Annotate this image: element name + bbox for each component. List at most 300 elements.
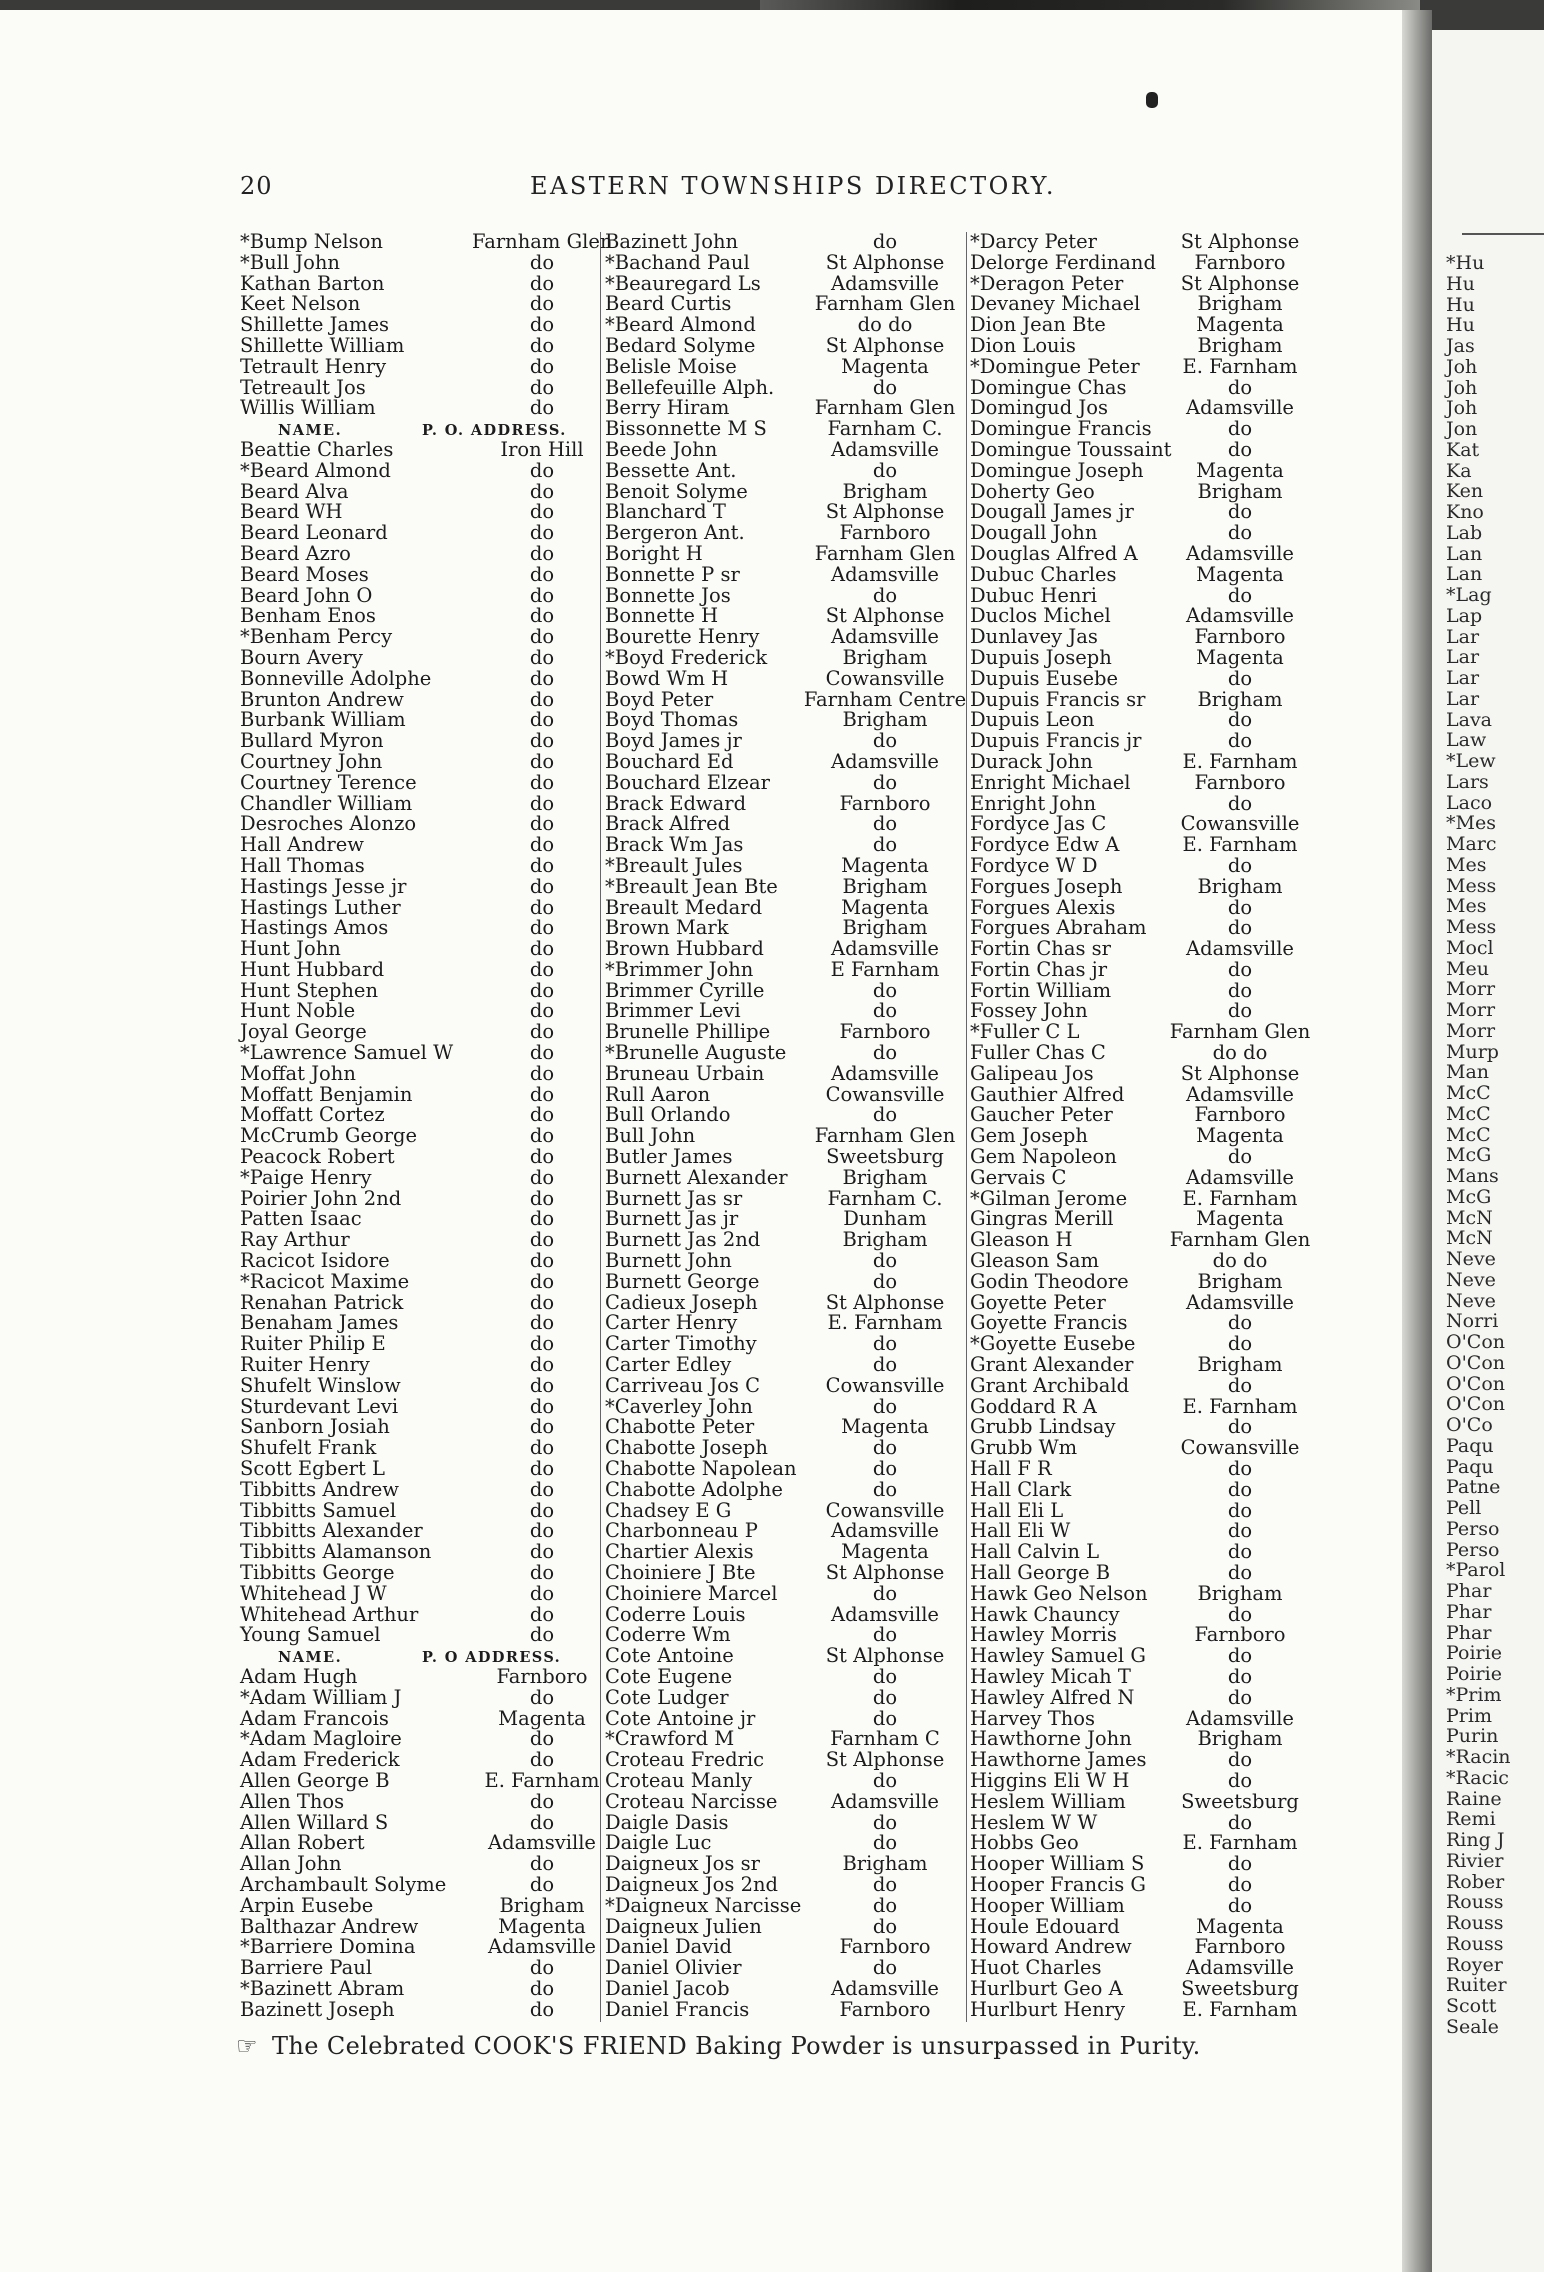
next-page-fragment: McG — [1446, 1185, 1492, 1208]
entry-address: do — [872, 999, 898, 1023]
entry-name: Domingue Toussaint — [970, 437, 1172, 461]
next-page-fragment: Paqu — [1446, 1455, 1494, 1478]
directory-entry — [970, 687, 1335, 711]
directory-entry — [240, 333, 612, 357]
directory-entry — [970, 1542, 1335, 1563]
next-page-fragment: Ka — [1446, 459, 1472, 482]
entry-name: *Adam Magloire — [240, 1727, 402, 1751]
entry-name: Fordyce W D — [970, 853, 1098, 877]
entry-address: do — [1227, 791, 1253, 815]
directory-entry — [605, 1313, 965, 1334]
next-page-fragment: Kat — [1446, 438, 1480, 461]
entry-address: do — [529, 521, 555, 545]
next-page-fragment: Jas — [1446, 335, 1475, 357]
directory-entry — [970, 939, 1335, 960]
entry-address: Brigham — [842, 1228, 928, 1252]
directory-entry — [970, 1810, 1335, 1834]
directory-entry — [605, 1082, 965, 1106]
entry-name: Shufelt Frank — [240, 1436, 377, 1460]
entry-name: *Racicot Maxime — [240, 1269, 410, 1293]
entry-address: Brigham — [842, 708, 928, 732]
entry-address: Dunham — [843, 1207, 927, 1231]
entry-address: do — [529, 1872, 555, 1896]
directory-entry — [605, 250, 965, 274]
directory-entry — [240, 1602, 612, 1626]
entry-address: Farnboro — [1194, 1935, 1286, 1959]
directory-entry — [605, 523, 965, 544]
entry-name: Breault Medard — [605, 895, 763, 919]
next-page-fragment: Hu — [1446, 314, 1475, 337]
directory-entry — [970, 354, 1335, 378]
entry-address: do — [529, 833, 555, 857]
directory-entry — [970, 1082, 1335, 1106]
directory-entry — [970, 1914, 1335, 1938]
entry-name: Bazinett John — [605, 230, 739, 253]
directory-entry — [240, 1521, 612, 1542]
next-page-fragment: *Lag — [1446, 584, 1492, 606]
directory-entry — [605, 271, 965, 295]
entry-address: do — [529, 791, 555, 815]
directory-entry — [605, 294, 965, 315]
entry-address: Farnham Glen — [1169, 1020, 1311, 1044]
entry-name: *Gilman Jerome — [970, 1186, 1128, 1210]
next-page-fragment: Royer — [1446, 1953, 1503, 1976]
directory-entry — [605, 1373, 965, 1397]
entry-name: Forgues Joseph — [970, 874, 1123, 898]
entry-address: do — [872, 1436, 898, 1460]
directory-entry — [970, 1854, 1335, 1875]
directory-entry — [970, 419, 1335, 440]
directory-entry — [240, 749, 612, 773]
directory-entry — [240, 1872, 612, 1896]
entry-name: Boyd Peter — [605, 687, 714, 711]
address-header: P. O. ADDRESS. — [422, 422, 567, 440]
directory-entry — [970, 1290, 1335, 1314]
directory-entry — [970, 1893, 1335, 1917]
directory-entry — [970, 541, 1335, 565]
entry-name: Hooper Francis G — [970, 1872, 1147, 1896]
entry-address: St Alphonse — [825, 1748, 945, 1772]
entry-name: Hobbs Geo — [970, 1831, 1079, 1855]
entry-address: Magenta — [841, 853, 929, 877]
next-page-fragment: Ken — [1446, 480, 1484, 503]
directory-entry — [605, 437, 965, 461]
directory-entry — [240, 437, 612, 461]
entry-name: Rull Aaron — [605, 1082, 711, 1106]
entry-name: Beattie Charles — [240, 437, 394, 461]
entry-address: do — [1227, 1644, 1253, 1668]
entry-address: Magenta — [498, 1706, 586, 1730]
directory-column-3 — [970, 232, 1335, 2021]
directory-entry — [970, 749, 1335, 773]
entry-name: Carriveau Jos C — [605, 1373, 761, 1397]
directory-entry — [605, 1625, 965, 1646]
entry-name: Choiniere J Bte — [605, 1561, 756, 1584]
entry-address: E. Farnham — [1182, 833, 1298, 857]
entry-address: Farnham C. — [827, 417, 943, 441]
entry-address: do — [529, 645, 555, 669]
directory-entry — [605, 1251, 965, 1272]
directory-entry — [970, 458, 1335, 482]
entry-name: Chandler William — [240, 791, 413, 815]
entry-name: Hastings Jesse jr — [240, 874, 407, 898]
entry-address: do — [529, 541, 555, 565]
directory-entry — [970, 437, 1335, 461]
next-page-fragment: Poirie — [1446, 1663, 1502, 1685]
next-page-fragment: *Racic — [1446, 1766, 1509, 1789]
entry-address: do — [1227, 500, 1253, 524]
entry-address: Farnboro — [1194, 625, 1286, 649]
directory-entry — [970, 1646, 1335, 1667]
entry-address: Brigham — [842, 916, 928, 940]
entry-name: Croteau Narcisse — [605, 1789, 778, 1813]
entry-address: E. Farnham — [484, 1768, 600, 1792]
entry-address: Brigham — [499, 1893, 585, 1917]
directory-entry — [240, 1334, 612, 1355]
next-page-fragment: Perso — [1446, 1538, 1500, 1561]
entry-address: Brigham — [1197, 1353, 1283, 1377]
entry-name: Allan Robert — [240, 1831, 365, 1855]
entry-name: Adam Francois — [240, 1706, 389, 1730]
directory-entry — [605, 398, 965, 419]
directory-entry — [970, 1334, 1335, 1355]
entry-address: do — [872, 1872, 898, 1896]
entry-address: do — [529, 604, 555, 628]
entry-name: Desroches Alonzo — [240, 812, 417, 836]
directory-entry — [240, 1893, 612, 1917]
directory-entry — [970, 1355, 1335, 1376]
entry-address: do — [1227, 1748, 1253, 1772]
entry-address: Brigham — [842, 874, 928, 898]
entry-name: Sanborn Josiah — [240, 1415, 390, 1439]
directory-entry — [240, 315, 612, 336]
directory-entry — [605, 627, 965, 648]
next-page-fragment: Seale — [1446, 2015, 1499, 2038]
directory-entry — [970, 1833, 1335, 1854]
directory-entry — [240, 1043, 612, 1064]
directory-entry — [605, 814, 965, 835]
entry-name: *Beard Almond — [240, 458, 391, 482]
directory-entry — [240, 1789, 612, 1813]
entry-address: do — [529, 1602, 555, 1626]
directory-entry — [605, 1789, 965, 1813]
entry-address: do — [872, 1956, 898, 1980]
entry-name: Bazinett Joseph — [240, 1997, 395, 2021]
entry-name: McCrumb George — [240, 1124, 418, 1148]
directory-entry — [240, 1186, 612, 1210]
entry-address: do — [529, 313, 555, 337]
directory-entry — [240, 791, 612, 815]
directory-entry — [970, 645, 1335, 669]
entry-address: Adamsville — [831, 749, 939, 773]
directory-entry — [970, 1186, 1335, 1210]
entry-name: Croteau Manly — [605, 1768, 753, 1792]
advertisement-text: The Celebrated COOK'S FRIEND Baking Powder is unsurpassed in Purity. — [271, 2032, 1201, 2060]
running-head: EASTERN TOWNSHIPS DIRECTORY. — [530, 172, 1057, 200]
entry-name: Tibbitts Samuel — [240, 1498, 397, 1522]
directory-entry — [240, 1542, 612, 1563]
entry-address: do — [872, 1893, 898, 1917]
entry-address: Adamsville — [1186, 1165, 1294, 1189]
entry-address: do — [529, 1290, 555, 1314]
entry-name: Hall F R — [970, 1457, 1052, 1481]
next-page-fragment: Hu — [1446, 272, 1475, 295]
directory-entry — [970, 1001, 1335, 1022]
entry-address: do — [529, 1457, 555, 1481]
directory-entry — [240, 398, 612, 419]
entry-address: do — [529, 1852, 555, 1876]
entry-address: do — [1227, 1664, 1253, 1688]
entry-address: do — [529, 937, 555, 961]
entry-address: do — [529, 1789, 555, 1813]
entry-name: Bourette Henry — [605, 625, 760, 649]
entry-address: E. Farnham — [1182, 749, 1298, 773]
directory-entry — [970, 250, 1335, 274]
directory-entry — [605, 1664, 965, 1688]
entry-address: Brigham — [842, 1852, 928, 1876]
entry-name: *Breault Jules — [605, 853, 743, 877]
next-page-fragment: Scott — [1446, 1995, 1497, 2017]
entry-address: Adamsville — [831, 1602, 939, 1626]
entry-name: Brack Wm Jas — [605, 833, 744, 857]
entry-name: Dougall James jr — [970, 500, 1134, 524]
entry-name: Domingue Francis — [970, 417, 1152, 441]
entry-name: Daniel Francis — [605, 1997, 750, 2021]
directory-entry — [970, 731, 1335, 752]
entry-address: do — [1227, 1457, 1253, 1481]
entry-address: Adamsville — [831, 1061, 939, 1085]
entry-name: Gleason Sam — [970, 1249, 1099, 1273]
directory-entry — [970, 1477, 1335, 1501]
directory-entry — [240, 354, 612, 378]
next-page-fragment: O'Con — [1446, 1393, 1506, 1416]
entry-name: Cote Antoine — [605, 1644, 734, 1668]
entry-name: Dupuis Joseph — [970, 645, 1112, 669]
entry-address: do — [529, 1748, 555, 1772]
next-page-fragment: O'Con — [1446, 1351, 1506, 1374]
entry-name: Gervais C — [970, 1165, 1067, 1189]
entry-address: Brigham — [1197, 687, 1283, 711]
entry-name: Dunlavey Jas — [970, 625, 1098, 649]
directory-entry — [970, 957, 1335, 981]
directory-entry — [240, 814, 612, 835]
directory-entry — [970, 1438, 1335, 1459]
entry-name: Adam Hugh — [240, 1664, 358, 1688]
entry-name: Bull John — [605, 1124, 696, 1148]
entry-name: Berry Hiram — [605, 396, 730, 420]
entry-address: do — [872, 1103, 898, 1127]
next-page-fragment: McG — [1446, 1144, 1492, 1167]
next-page-rule — [1462, 233, 1544, 235]
directory-entry — [605, 1105, 965, 1126]
entry-name: Hunt John — [240, 937, 341, 961]
entry-address: Brigham — [1197, 1269, 1283, 1293]
directory-entry — [970, 978, 1335, 1002]
entry-name: Burnett Jas 2nd — [605, 1228, 761, 1252]
next-page-fragment: Rouss — [1446, 1912, 1504, 1934]
entry-name: Bonnette H — [605, 604, 719, 628]
entry-name: Moffatt Cortez — [240, 1103, 385, 1127]
directory-entry — [240, 1937, 612, 1958]
entry-address: do — [1227, 437, 1253, 461]
entry-address: Adamsville — [1186, 937, 1294, 961]
entry-name: Daniel Olivier — [605, 1956, 742, 1980]
entry-name: Chabotte Adolphe — [605, 1477, 783, 1501]
entry-name: Gauthier Alfred — [970, 1082, 1125, 1106]
next-page-fragment: Prim — [1446, 1704, 1492, 1727]
directory-entry — [970, 770, 1335, 794]
directory-entry — [605, 791, 965, 815]
directory-entry — [240, 666, 612, 690]
entry-address: Magenta — [1196, 1124, 1284, 1148]
next-page-fragment: Poirie — [1446, 1642, 1502, 1665]
entry-address: St Alphonse — [1180, 230, 1300, 253]
directory-entry — [970, 294, 1335, 315]
entry-name: Dupuis Leon — [970, 708, 1095, 732]
entry-name: Ruiter Henry — [240, 1353, 370, 1377]
entry-name: Bourn Avery — [240, 645, 363, 669]
directory-entry — [240, 294, 612, 315]
entry-address: do — [872, 1394, 898, 1418]
column-header-row — [240, 1646, 612, 1667]
entry-address: do — [872, 1249, 898, 1273]
directory-entry — [970, 853, 1335, 877]
entry-name: Durack John — [970, 749, 1093, 773]
next-page-fragment: Lab — [1446, 521, 1483, 544]
entry-name: Sturdevant Levi — [240, 1394, 399, 1418]
entry-address: do — [529, 1103, 555, 1127]
entry-name: Brown Mark — [605, 916, 729, 940]
entry-address: do — [529, 1311, 555, 1335]
entry-address: Cowansville — [825, 1082, 945, 1106]
entry-address: Cowansville — [825, 1373, 945, 1397]
entry-address: do — [1227, 1893, 1253, 1917]
entry-address: E. Farnham — [827, 1311, 943, 1335]
directory-entry — [970, 1251, 1335, 1272]
directory-entry — [605, 1022, 965, 1043]
entry-address: Iron Hill — [500, 437, 584, 461]
directory-entry — [240, 1997, 612, 2021]
entry-name: Beard WH — [240, 500, 343, 524]
entry-name: Forgues Alexis — [970, 895, 1116, 919]
entry-name: Dougall John — [970, 521, 1098, 545]
next-page-fragment: *Prim — [1446, 1683, 1502, 1706]
entry-address: do — [529, 895, 555, 919]
entry-name: Moffat John — [240, 1061, 356, 1085]
entry-name: Benaham James — [240, 1311, 399, 1335]
directory-entry — [240, 1958, 612, 1979]
entry-name: Beard Azro — [240, 541, 351, 565]
entry-name: *Darcy Peter — [970, 230, 1097, 253]
directory-entry — [240, 1290, 612, 1314]
entry-name: Daniel David — [605, 1935, 733, 1959]
next-page-fragment: Meu — [1446, 957, 1489, 980]
directory-entry — [970, 1269, 1335, 1293]
entry-name: *Fuller C L — [970, 1020, 1080, 1044]
directory-entry — [605, 853, 965, 877]
entry-name: Whitehead J W — [240, 1581, 387, 1605]
directory-entry — [605, 1001, 965, 1022]
entry-address: St Alphonse — [825, 1561, 945, 1584]
entry-address: do — [529, 333, 555, 357]
entry-address: Farnham C — [830, 1727, 940, 1751]
entry-address: do — [1227, 853, 1253, 877]
directory-entry — [605, 1833, 965, 1854]
directory-entry — [605, 541, 965, 565]
directory-entry — [970, 1498, 1335, 1522]
directory-entry — [970, 502, 1335, 523]
directory-entry — [970, 814, 1335, 835]
entry-address: do — [872, 1706, 898, 1730]
entry-address: Adamsville — [831, 937, 939, 961]
entry-address: Farnboro — [1194, 1103, 1286, 1127]
directory-entry — [240, 1498, 612, 1522]
entry-name: Houle Edouard — [970, 1914, 1120, 1938]
entry-name: Burnett Jas jr — [605, 1207, 739, 1231]
entry-name: *Paige Henry — [240, 1165, 372, 1189]
directory-entry — [240, 1355, 612, 1376]
entry-name: Adam Frederick — [240, 1748, 400, 1772]
entry-address: do — [529, 1145, 555, 1169]
entry-address: do — [529, 1353, 555, 1377]
next-page-fragment: Neve — [1446, 1248, 1496, 1270]
entry-name: Hall Eli L — [970, 1498, 1064, 1522]
entry-address: do — [1227, 1311, 1253, 1335]
entry-name: Grubb Wm — [970, 1436, 1078, 1460]
directory-entry — [240, 1269, 612, 1293]
entry-address: Farnham Glen — [472, 230, 613, 253]
entry-address: Adamsville — [1186, 1082, 1294, 1106]
entry-name: *Caverley John — [605, 1394, 753, 1418]
entry-address: do — [529, 1020, 555, 1044]
entry-address: do — [529, 666, 555, 690]
entry-name: Racicot Isidore — [240, 1249, 390, 1273]
directory-entry — [970, 271, 1335, 295]
directory-entry — [970, 1729, 1335, 1750]
directory-entry — [605, 939, 965, 960]
directory-entry — [240, 978, 612, 1002]
directory-entry — [240, 1209, 612, 1230]
entry-name: Moffatt Benjamin — [240, 1082, 413, 1106]
directory-entry — [605, 1230, 965, 1251]
entry-address: do — [1227, 375, 1253, 399]
entry-name: Cote Ludger — [605, 1685, 729, 1709]
entry-address: do — [529, 978, 555, 1002]
directory-entry — [970, 1105, 1335, 1126]
entry-address: do — [529, 770, 555, 794]
entry-address: Adamsville — [1186, 1706, 1294, 1730]
entry-name: Bonnette Jos — [605, 583, 731, 607]
directory-entry — [605, 1893, 965, 1917]
entry-address: do — [872, 833, 898, 857]
entry-name: Balthazar Andrew — [240, 1914, 419, 1938]
entry-name: Dubuc Henri — [970, 583, 1098, 607]
directory-entry — [970, 1230, 1335, 1251]
entry-name: Delorge Ferdinand — [970, 250, 1156, 274]
directory-entry — [605, 666, 965, 690]
entry-address: do — [529, 1165, 555, 1189]
directory-entry — [970, 1126, 1335, 1147]
entry-name: *Barriere Domina — [240, 1935, 416, 1959]
entry-address: do — [1227, 1540, 1253, 1564]
entry-address: do — [872, 1831, 898, 1855]
next-page-fragment: Murp — [1446, 1040, 1499, 1063]
entry-address: Magenta — [1196, 458, 1284, 482]
entry-name: Willis William — [240, 396, 376, 420]
entry-name: Kathan Barton — [240, 271, 385, 295]
entry-address: Magenta — [1196, 645, 1284, 669]
entry-address: Farnboro — [839, 1020, 931, 1044]
